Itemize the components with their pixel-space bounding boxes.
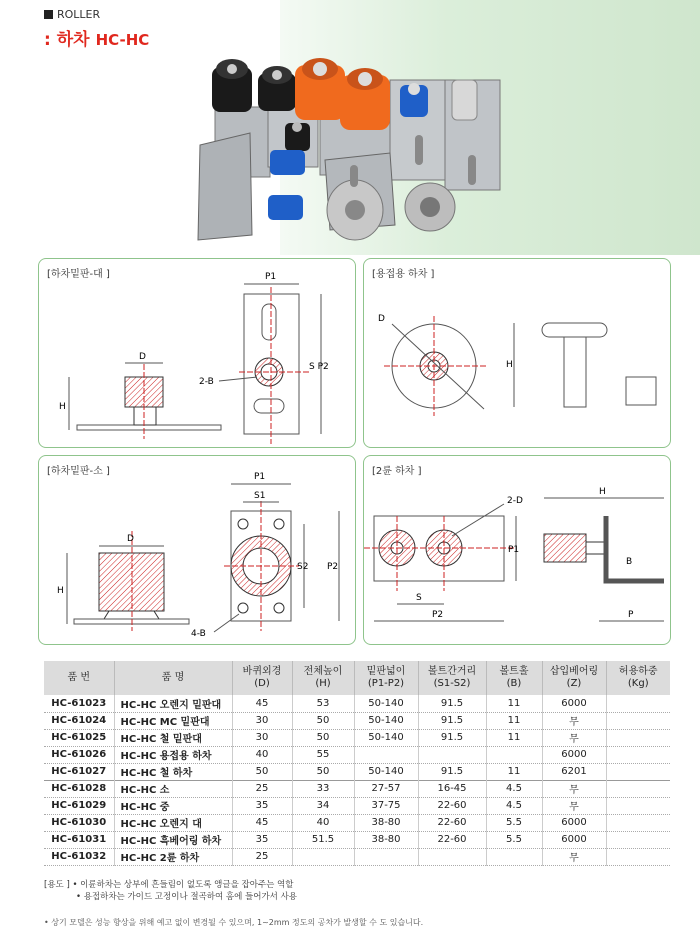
table-cell: 22-60	[418, 797, 486, 814]
dim-d: D	[127, 534, 134, 544]
table-cell: 30	[232, 729, 292, 746]
table-cell	[486, 746, 542, 763]
table-cell: 45	[232, 695, 292, 712]
table-cell: 25	[232, 780, 292, 797]
table-cell	[606, 712, 670, 729]
table-cell: 4.5	[486, 780, 542, 797]
table-cell	[354, 746, 418, 763]
welding-roller-drawing	[364, 259, 672, 449]
diagram-large-base-plate: [하차밑판-대 ] D H P1 S P2 2-B	[38, 258, 356, 448]
table-cell: HC-HC 용접용 하차	[114, 746, 232, 763]
table-cell: 91.5	[418, 712, 486, 729]
table-cell: 6000	[542, 746, 606, 763]
dim-b: 4-B	[191, 629, 206, 639]
table-cell: HC-HC 오렌지 대	[114, 814, 232, 831]
table-cell: 22-60	[418, 814, 486, 831]
table-cell: 11	[486, 763, 542, 780]
table-cell	[606, 831, 670, 848]
table-cell: 5.5	[486, 831, 542, 848]
table-row	[44, 780, 670, 797]
table-cell: HC-HC 중	[114, 797, 232, 814]
large-base-plate-drawing	[39, 259, 357, 449]
dim-s2: S2	[297, 562, 309, 572]
table-cell: HC-61032	[44, 848, 114, 865]
table-cell	[606, 746, 670, 763]
table-row	[44, 848, 670, 865]
table-cell: HC-61025	[44, 729, 114, 746]
table-cell: 6000	[542, 831, 606, 848]
spec-table	[44, 661, 670, 866]
table-cell: 40	[292, 814, 354, 831]
two-wheel-roller-drawing	[364, 456, 672, 646]
table-cell: 50-140	[354, 729, 418, 746]
page-header	[44, 8, 149, 50]
table-cell	[292, 848, 354, 865]
table-cell: HC-61030	[44, 814, 114, 831]
table-cell: 무	[542, 780, 606, 797]
table-cell: 5.5	[486, 814, 542, 831]
diagram-two-wheel-roller: [2륜 하차 ] 2-D P1 S P2 H B P	[363, 455, 671, 645]
table-cell	[606, 848, 670, 865]
table-cell: HC-HC 소	[114, 780, 232, 797]
table-cell: 50-140	[354, 712, 418, 729]
table-cell: 35	[232, 831, 292, 848]
table-cell: HC-HC 2륜 하차	[114, 848, 232, 865]
table-cell	[486, 848, 542, 865]
table-cell: 30	[232, 712, 292, 729]
table-cell: 11	[486, 695, 542, 712]
table-row	[44, 695, 670, 712]
table-cell: 51.5	[292, 831, 354, 848]
table-cell	[354, 848, 418, 865]
dim-p: P	[628, 610, 634, 620]
table-cell: 34	[292, 797, 354, 814]
category-label: ROLLER	[44, 8, 149, 21]
small-base-plate-drawing	[39, 456, 357, 646]
table-cell: 6201	[542, 763, 606, 780]
table-cell: 11	[486, 729, 542, 746]
table-cell: 6000	[542, 814, 606, 831]
table-cell	[606, 695, 670, 712]
dim-h: H	[59, 402, 66, 412]
table-cell: 40	[232, 746, 292, 763]
dim-p1: P1	[508, 545, 520, 555]
dim-d: D	[378, 314, 385, 324]
table-cell: 53	[292, 695, 354, 712]
table-row	[44, 797, 670, 814]
dim-d: D	[139, 352, 146, 362]
table-cell: 4.5	[486, 797, 542, 814]
table-cell: 50-140	[354, 763, 418, 780]
table-cell: 91.5	[418, 729, 486, 746]
table-cell	[418, 746, 486, 763]
table-cell: 50	[232, 763, 292, 780]
dim-b: B	[626, 557, 633, 567]
table-cell: 55	[292, 746, 354, 763]
table-cell: HC-61024	[44, 712, 114, 729]
table-cell: 22-60	[418, 831, 486, 848]
footer-disclaimer: • 상기 모델은 성능 향상을 위해 예고 없이 변경될 수 있으며, 1~2mm 정도의 공차가 발생할 수 도 있습니다.	[44, 918, 424, 927]
square-bullet-icon	[44, 10, 53, 19]
table-cell: HC-HC 오렌지 밑판대	[114, 695, 232, 712]
table-cell: HC-HC MC 밑판대	[114, 712, 232, 729]
table-cell: 무	[542, 729, 606, 746]
table-row	[44, 729, 670, 746]
table-cell: 16-45	[418, 780, 486, 797]
product-photo	[190, 45, 510, 245]
table-cell: 27-57	[354, 780, 418, 797]
dim-h: H	[599, 487, 606, 497]
table-cell: 91.5	[418, 695, 486, 712]
dim-sp2: S P2	[309, 362, 329, 372]
table-cell: 50	[292, 712, 354, 729]
table-cell	[606, 780, 670, 797]
table-cell: 91.5	[418, 763, 486, 780]
table-cell: HC-HC 철 밑판대	[114, 729, 232, 746]
table-cell: 6000	[542, 695, 606, 712]
table-cell: 무	[542, 848, 606, 865]
diagram-welding-roller: [용접용 하차 ] D H	[363, 258, 671, 448]
table-cell: 50	[292, 729, 354, 746]
table-cell	[606, 797, 670, 814]
dim-h: H	[57, 586, 64, 596]
table-row	[44, 712, 670, 729]
dim-p2: P2	[327, 562, 339, 572]
table-row	[44, 746, 670, 763]
table-cell: 38-80	[354, 814, 418, 831]
table-cell: 33	[292, 780, 354, 797]
dim-s1: S1	[254, 491, 266, 501]
table-cell: 50	[292, 763, 354, 780]
table-cell: 38-80	[354, 831, 418, 848]
table-row	[44, 814, 670, 831]
table-cell: HC-HC 흑베어링 하차	[114, 831, 232, 848]
table-cell: HC-61029	[44, 797, 114, 814]
table-cell: HC-61028	[44, 780, 114, 797]
dim-b: 2-B	[199, 377, 214, 387]
table-cell: HC-61031	[44, 831, 114, 848]
dim-p1: P1	[265, 272, 277, 282]
table-cell: 45	[232, 814, 292, 831]
page-title: : 하차 HC-HC	[44, 30, 150, 50]
table-cell: 50-140	[354, 695, 418, 712]
table-cell	[606, 729, 670, 746]
table-row	[44, 831, 670, 848]
table-cell: HC-HC 철 하차	[114, 763, 232, 780]
table-cell: 37-75	[354, 797, 418, 814]
dim-p1: P1	[254, 472, 266, 482]
table-cell: 무	[542, 797, 606, 814]
usage-notes: [용도 ] • 이륜하차는 상부에 흔들림이 없도록 앵글을 잡아주는 역할 • 용접하차는 가이드 고정이나 절곡하여 홈에 들어가서 사용	[44, 880, 297, 902]
table-cell	[418, 848, 486, 865]
table-cell	[606, 814, 670, 831]
table-cell: 무	[542, 712, 606, 729]
dim-h: H	[506, 360, 513, 370]
table-cell: 35	[232, 797, 292, 814]
table-cell: HC-61027	[44, 763, 114, 780]
table-cell: HC-61023	[44, 695, 114, 712]
diagram-small-base-plate: [하차밑판-소 ] D H P1 S1 S2 P2 4-B	[38, 455, 356, 645]
table-row	[44, 763, 670, 780]
table-cell: 25	[232, 848, 292, 865]
table-cell: HC-61026	[44, 746, 114, 763]
dim-p2: P2	[432, 610, 444, 620]
table-cell: 11	[486, 712, 542, 729]
dim-2d: 2-D	[507, 496, 523, 506]
dim-s: S	[416, 593, 422, 603]
table-cell	[606, 763, 670, 780]
table-header-row: 품 번 품 명 바퀴외경 (D) 전체높이 (H) 밑판넓이 (P1-P2) 볼트간거리 (S1-S2) 볼트홀 (B) 삽입베어링 (Z) 허용하중 (Kg)	[44, 661, 670, 695]
